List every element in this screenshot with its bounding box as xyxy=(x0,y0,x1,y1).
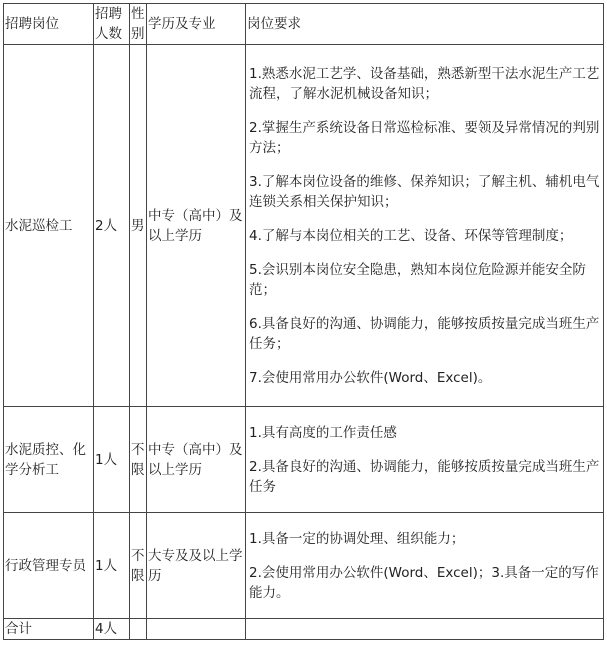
gender-cell: 男 xyxy=(130,45,147,407)
requirement-item: 2.会使用常用办公软件(Word、Excel)；3.具备一定的写作能力。 xyxy=(249,564,599,601)
position-cell: 水泥巡检工 xyxy=(4,45,94,407)
table-row xyxy=(4,513,604,619)
count-cell: 1人 xyxy=(94,407,130,513)
requirement-item: 4.了解与本岗位相关的工艺、设备、环保等管理制度； xyxy=(249,227,573,244)
header-row xyxy=(4,4,604,45)
requirement-item: 1.具有高度的工作责任感 xyxy=(249,424,397,441)
header-count: 招聘人数 xyxy=(94,4,130,45)
header-gender: 性别 xyxy=(130,4,147,45)
gender-cell: 不限 xyxy=(130,407,147,513)
gender-cell: 不限 xyxy=(130,513,147,619)
requirement-item: 7.会使用常用办公软件(Word、Excel)。 xyxy=(249,369,492,386)
position-cell: 水泥质控、化学分析工 xyxy=(4,407,94,513)
total-gender xyxy=(130,619,147,640)
table-row xyxy=(4,407,604,513)
requirement-item: 1.具备一定的协调处理、组织能力； xyxy=(249,530,465,547)
total-education xyxy=(147,619,246,640)
header-position: 招聘岗位 xyxy=(4,4,94,45)
count-cell: 1人 xyxy=(94,513,130,619)
recruitment-table xyxy=(3,3,604,640)
education-cell: 中专（高中）及以上学历 xyxy=(147,45,246,407)
position-cell: 行政管理专员 xyxy=(4,513,94,619)
requirement-item: 6.具备良好的沟通、协调能力，能够按质按量完成当班生产任务； xyxy=(249,315,600,352)
requirements-cell xyxy=(246,45,604,407)
header-education: 学历及专业 xyxy=(147,4,246,45)
requirements-cell xyxy=(246,513,604,619)
total-count: 4人 xyxy=(94,619,130,640)
education-cell: 大专及及以上学历 xyxy=(147,513,246,619)
count-cell: 2人 xyxy=(94,45,130,407)
education-cell: 中专（高中）及以上学历 xyxy=(147,407,246,513)
requirement-item: 1.熟悉水泥工艺学、设备基础，熟悉新型干法水泥生产工艺流程，了解水泥机械设备知识； xyxy=(249,65,600,102)
total-row xyxy=(4,619,604,640)
requirement-item: 2.掌握生产系统设备日常巡检标准、要领及异常情况的判别方法； xyxy=(249,119,600,156)
header-requirements: 岗位要求 xyxy=(246,4,604,45)
requirements-cell xyxy=(246,407,604,513)
requirement-item: 2.具备良好的沟通、协调能力，能够按质按量完成当班生产任务 xyxy=(249,458,600,495)
table-row xyxy=(4,45,604,407)
requirement-item: 3.了解本岗位设备的维修、保养知识；了解主机、辅机电气连锁关系相关保护知识； xyxy=(249,173,600,210)
total-requirements xyxy=(246,619,604,640)
requirement-item: 5.会识别本岗位安全隐患，熟知本岗位危险源并能安全防范； xyxy=(249,261,586,298)
total-label: 合计 xyxy=(4,619,94,640)
